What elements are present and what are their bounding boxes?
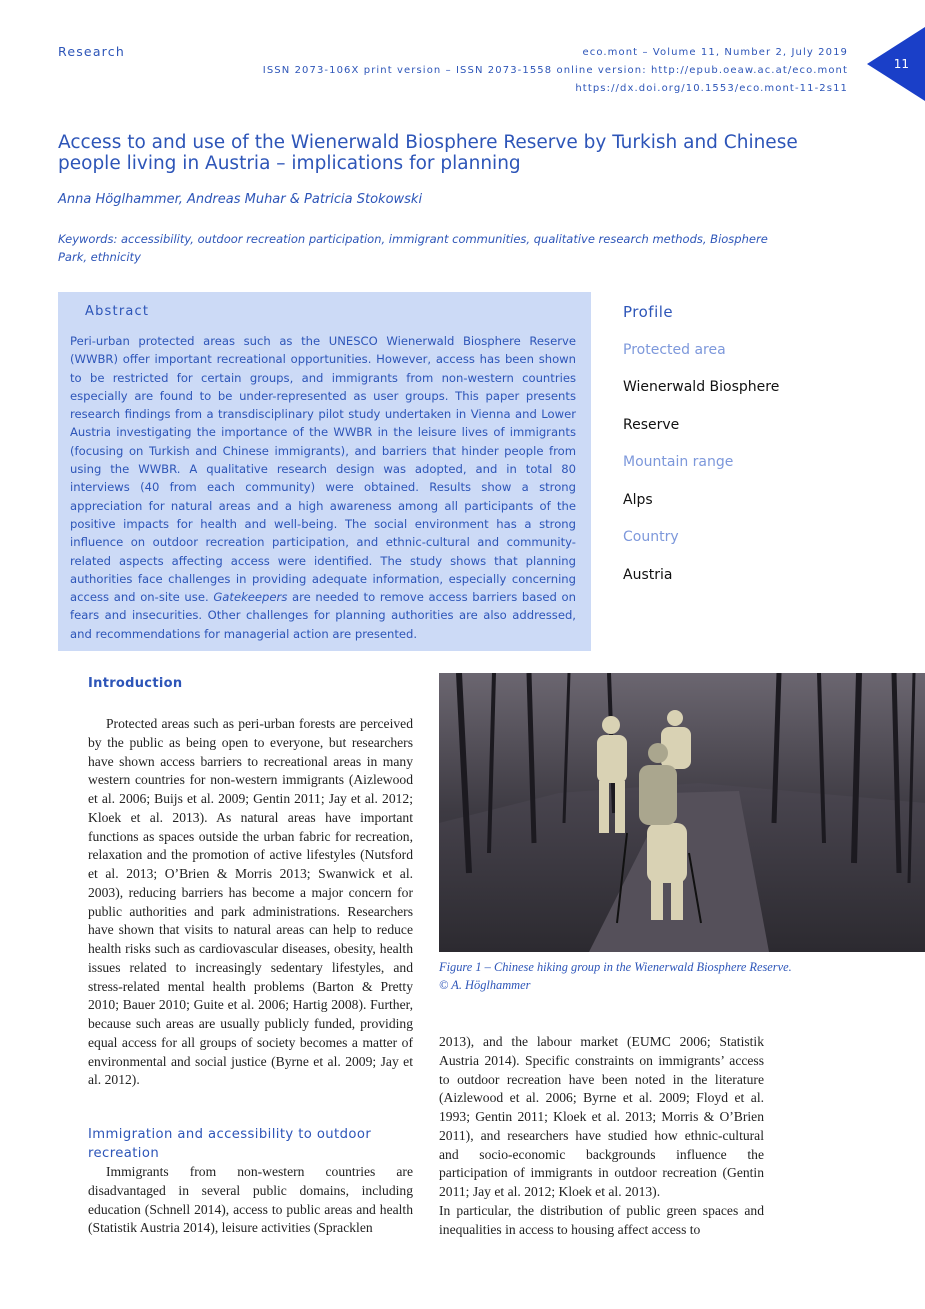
journal-info: eco.mont – Volume 11, Number 2, July 2019 xyxy=(582,47,848,58)
figure-caption-line1: Figure 1 – Chinese hiking group in the Wienerwald Biosphere Reserve. xyxy=(439,960,792,974)
figure-caption xyxy=(439,958,879,994)
profile-protected-area-value-2: Reserve xyxy=(623,416,680,433)
introduction-heading: Introduction xyxy=(88,676,183,691)
profile-mountain-range-value: Alps xyxy=(623,491,653,508)
column-two-body xyxy=(439,1033,764,1239)
introduction-paragraph: Protected areas such as peri-urban forests are perceived by the public as being open to everyone, but researchers have shown access barriers to recreational areas in many western countries for non-western immigrants (Aizlewood et al. 2006; Buijs et al. 2009; Gentin 2011; Jay et al. 2012; Kloek et al. 2013). As natural areas have important functions as spaces outside the urban fabric for recreation, relaxation and the promotion of active lifestyles (Nutsford et al. 2013; O’Brien & Morris 2013; Swanwick et al. 2003), reducing barriers has become a major concern for public authorities and park administrations. Researchers have shown that visits to natural areas can help to reduce health risks such as cardiovascular diseases, obesity, health issues related to increasingly sedentary lifestyles, and stress-related mental health problems (Barton & Pretty 2010; Bauer 2010; Guite et al. 2006; Hartig 2008). Further, because such areas are usually publicly funded, providing equal access for all groups of society becomes a matter of environmental and social justice (Byrne et al. 2009; Jay et al. 2012). xyxy=(88,716,413,1088)
column-two-paragraph-2: In particular, the distribution of public green spaces and inequalities in access to housing affect access to xyxy=(439,1202,764,1237)
introduction-body xyxy=(88,715,413,1090)
doi-link[interactable]: https://dx.doi.org/10.1553/eco.mont-11-2s11 xyxy=(575,83,848,94)
profile-mountain-range-label: Mountain range xyxy=(623,454,734,470)
article-title: Access to and use of the Wienerwald Biosphere Reserve by Turkish and Chinese people living in Austria – implications for planning xyxy=(58,132,798,174)
profile-protected-area-label: Protected area xyxy=(623,341,726,358)
immigration-paragraph: Immigrants from non-western countries are disadvantaged in several public domains, including education (Schnell 2014), access to public areas and health (Statistik Austria 2014), leisure activities (Spracklen xyxy=(88,1164,413,1236)
abstract-text xyxy=(70,332,576,643)
immigration-body xyxy=(88,1163,413,1238)
immigration-subheading: Immigration and accessibility to outdoor recreation xyxy=(88,1127,372,1161)
article-authors: Anna Höglhammer, Andreas Muhar & Patricia Stokowski xyxy=(58,192,423,207)
column-two-paragraph-1: 2013), and the labour market (EUMC 2006; Statistik Austria 2014). Specific constraints on immigrants’ access to outdoor recreation have been noted in the literature (Aizlewood et al. 2006; Byrne et al. 2009; Floyd et al. 1993; Gentin 2011; Kloek et al. 2013; Morris & O’Brien 2011), and researchers have studied how ethnic-cultural and socio-economic backgrounds influence the participation of immigrants in outdoor recreation (Gentin 2011; Jay et al. 2012; Kloek et al. 2013). xyxy=(439,1034,764,1199)
issn-info[interactable]: ISSN 2073-106X print version – ISSN 2073-1558 online version: http://epub.oeaw.ac.at/eco.mont xyxy=(262,65,848,76)
page-number: 11 xyxy=(893,57,909,71)
profile-protected-area-value-1: Wienerwald Biosphere xyxy=(623,379,780,395)
abstract-text-part1: Peri-urban protected areas such as the UNESCO Wienerwald Biosphere Reserve (WWBR) offer important recreational opportunities. However, access has been shown to be restricted for certain groups, and immigrants from non-western countries especially are found to be under-represented as user groups. This paper presents research findings from a transdisciplinary pilot study undertaken in Vienna and Lower Austria investigating the importance of the WWBR in the leisure lives of immigrants (focusing on Turkish and Chinese immigrants), and barriers that hinder people from using the WWBR. A qualitative research design was adopted, and in total 80 interviews (40 from each community) were obtained. Results show a strong appreciation for natural areas and a high awareness among all participants of the positive impacts for health and well-being. The social environment has a strong influence on outdoor recreation participation, and ethnic-cultural and community-related aspects affecting access were identified. The study shows that planning authorities face challenges in providing adequate information, especially concerning access and on-site use. xyxy=(70,334,576,605)
figure-photo-hiking-group xyxy=(439,673,925,952)
section-label: Research xyxy=(58,44,125,59)
profile-heading: Profile xyxy=(623,303,674,321)
profile-country-value: Austria xyxy=(623,566,673,583)
abstract-text-italic: Gatekeepers xyxy=(213,590,288,605)
article-keywords: Keywords: accessibility, outdoor recreation participation, immigrant communities, qualitative research methods, Biosphere Park, ethnicity xyxy=(58,232,768,264)
abstract-text-part2: are needed to remove access barriers based on fears and insecurities. Other challenges for planning authorities are also addressed, and recommendations for managerial action are presented. xyxy=(70,590,576,641)
abstract-heading: Abstract xyxy=(85,304,150,319)
figure-caption-credit: © A. Höglhammer xyxy=(439,978,531,992)
profile-country-label: Country xyxy=(623,529,679,545)
abstract-box xyxy=(58,292,591,651)
profile-panel xyxy=(623,302,853,602)
